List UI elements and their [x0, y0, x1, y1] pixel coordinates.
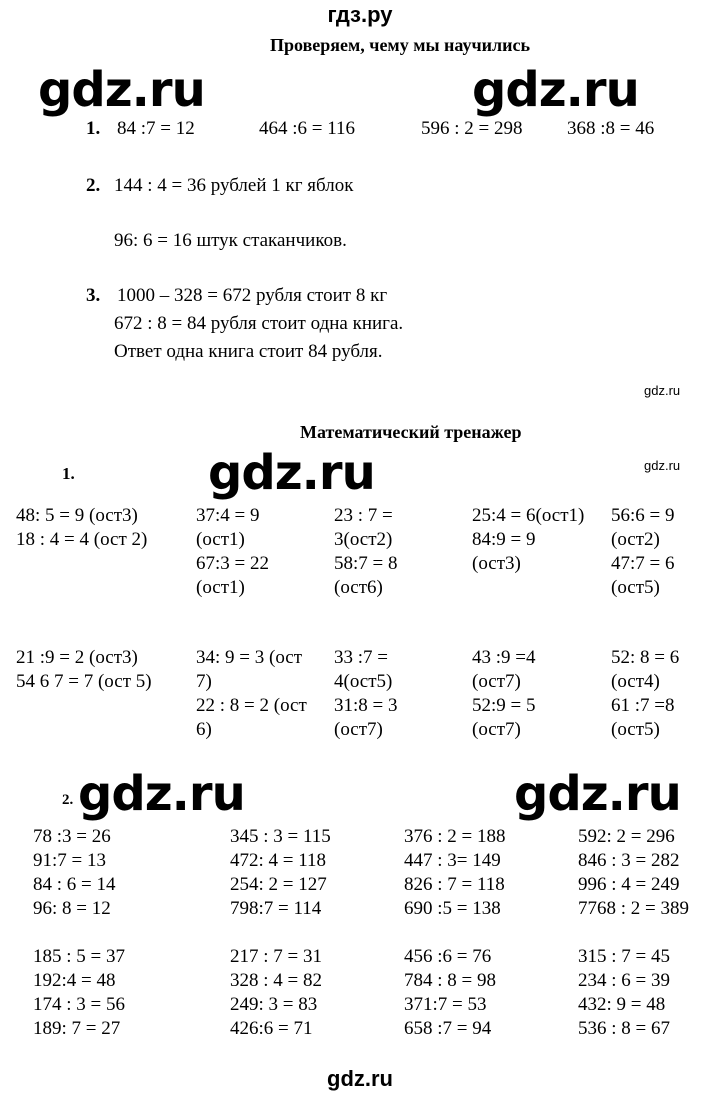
equation: 447 : 3= 149 [404, 850, 501, 871]
equation: 376 : 2 = 188 [404, 826, 506, 847]
equation: (ост1) [196, 529, 245, 550]
equation: (ост6) [334, 577, 383, 598]
watermark: gdz.ru [472, 62, 639, 118]
equation: 84 : 6 = 14 [33, 874, 116, 895]
equation: 328 : 4 = 82 [230, 970, 322, 991]
task-number: 1. [62, 464, 75, 483]
equation: 456 :6 = 76 [404, 946, 492, 967]
trainer2-column [230, 945, 322, 1041]
equation: 174 : 3 = 56 [33, 994, 125, 1015]
site-header: гдз.ру [327, 2, 393, 27]
equation: 3(ост2) [334, 529, 393, 550]
equation: 21 :9 = 2 (ост3) [16, 647, 138, 668]
equation: 96: 8 = 12 [33, 898, 111, 919]
watermark: gdz.ru [78, 766, 245, 822]
watermark-small: gdz.ru [644, 458, 681, 473]
answer-line: 672 : 8 = 84 рубля стоит одна книга. [114, 313, 404, 334]
equation: 18 : 4 = 4 (ост 2) [16, 529, 148, 550]
equation: (ост4) [611, 671, 660, 692]
section2-title: Математический тренажер [300, 422, 522, 442]
answer-line: 144 : 4 = 36 рублей 1 кг яблок [114, 175, 354, 196]
equation: 37:4 = 9 [196, 505, 260, 526]
task-number: 2. [86, 175, 101, 196]
task-number: 2. [62, 792, 74, 808]
equation: 34: 9 = 3 (ост [196, 647, 303, 668]
equation: 31:8 = 3 [334, 695, 398, 716]
trainer2-column [578, 825, 689, 921]
equation: (ост7) [334, 719, 383, 740]
trainer1-column [196, 504, 269, 600]
trainer2-column [230, 825, 331, 921]
equation: 6) [196, 719, 212, 740]
trainer1-column [611, 646, 679, 742]
equation: 61 :7 =8 [611, 695, 675, 716]
watermark-small: gdz.ru [644, 383, 681, 398]
equation: 7768 : 2 = 389 [578, 898, 689, 919]
watermark: gdz.ru [514, 766, 681, 822]
equation: (ост5) [611, 719, 660, 740]
equation: 596 : 2 = 298 [421, 118, 523, 139]
equation: 43 :9 =4 [472, 647, 536, 668]
trainer2-column [33, 825, 116, 921]
equation: (ост7) [472, 719, 521, 740]
equation: 84:9 = 9 [472, 529, 536, 550]
equation: 846 : 3 = 282 [578, 850, 680, 871]
trainer2-column [404, 945, 496, 1041]
equation: 371:7 = 53 [404, 994, 487, 1015]
equation: 58:7 = 8 [334, 553, 398, 574]
equation: 185 : 5 = 37 [33, 946, 125, 967]
equation: 56:6 = 9 [611, 505, 675, 526]
equation: 52: 8 = 6 [611, 647, 680, 668]
trainer1-column [334, 646, 398, 742]
equation: 78 :3 = 26 [33, 826, 111, 847]
equation: 23 : 7 = [334, 505, 393, 526]
equation: 47:7 = 6 [611, 553, 675, 574]
equation: 67:3 = 22 [196, 553, 269, 574]
trainer1-column [611, 504, 675, 600]
task-number: 1. [86, 118, 101, 139]
equation: 217 : 7 = 31 [230, 946, 322, 967]
equation: (ост3) [472, 553, 521, 574]
equation: (ост7) [472, 671, 521, 692]
equation: 48: 5 = 9 (ост3) [16, 505, 138, 526]
answer-line: Ответ одна книга стоит 84 рубля. [114, 341, 383, 362]
trainer2-column [404, 825, 506, 921]
watermark: gdz.ru [38, 62, 205, 118]
section1-title: Проверяем, чему мы научились [270, 35, 530, 55]
watermark: gdz.ru [208, 445, 375, 501]
equation: 464 :6 = 116 [259, 118, 356, 139]
equation: (ост2) [611, 529, 660, 550]
equation: 249: 3 = 83 [230, 994, 318, 1015]
trainer2-column [33, 945, 125, 1041]
equation: 91:7 = 13 [33, 850, 106, 871]
trainer2-column [578, 945, 670, 1041]
equation: 4(ост5) [334, 671, 393, 692]
equation: 826 : 7 = 118 [404, 874, 505, 895]
equation: 315 : 7 = 45 [578, 946, 670, 967]
equation: 690 :5 = 138 [404, 898, 501, 919]
equation: 192:4 = 48 [33, 970, 116, 991]
trainer1-column [16, 504, 147, 552]
trainer1-column [472, 646, 536, 742]
footer-watermark: gdz.ru [327, 1066, 393, 1091]
equation: 22 : 8 = 2 (ост [196, 695, 307, 716]
trainer1-column [16, 646, 152, 694]
equation: 784 : 8 = 98 [404, 970, 496, 991]
equation: 592: 2 = 296 [578, 826, 675, 847]
equation: 84 :7 = 12 [117, 118, 195, 139]
equation: 658 :7 = 94 [404, 1018, 492, 1039]
equation: 25:4 = 6(ост1) [472, 505, 585, 526]
equation: 996 : 4 = 249 [578, 874, 680, 895]
answer-line: 1000 – 328 = 672 рубля стоит 8 кг [117, 285, 388, 306]
equation: 368 :8 = 46 [567, 118, 655, 139]
trainer1-column [472, 504, 584, 576]
trainer1-column [334, 504, 398, 600]
equation: 234 : 6 = 39 [578, 970, 670, 991]
equation: 189: 7 = 27 [33, 1018, 121, 1039]
trainer1-column [196, 646, 307, 742]
equation: 432: 9 = 48 [578, 994, 666, 1015]
equation: (ост1) [196, 577, 245, 598]
equation: 254: 2 = 127 [230, 874, 327, 895]
equation: 536 : 8 = 67 [578, 1018, 670, 1039]
equation: 345 : 3 = 115 [230, 826, 331, 847]
equation: 52:9 = 5 [472, 695, 536, 716]
equation: 426:6 = 71 [230, 1018, 313, 1039]
equation: (ост5) [611, 577, 660, 598]
equation: 54 6 7 = 7 (ост 5) [16, 671, 152, 692]
task-number: 3. [86, 285, 101, 306]
equation: 472: 4 = 118 [230, 850, 327, 871]
answer-line: 96: 6 = 16 штук стаканчиков. [114, 230, 347, 251]
equation: 33 :7 = [334, 647, 388, 668]
equation: 798:7 = 114 [230, 898, 322, 919]
equation: 7) [196, 671, 212, 692]
